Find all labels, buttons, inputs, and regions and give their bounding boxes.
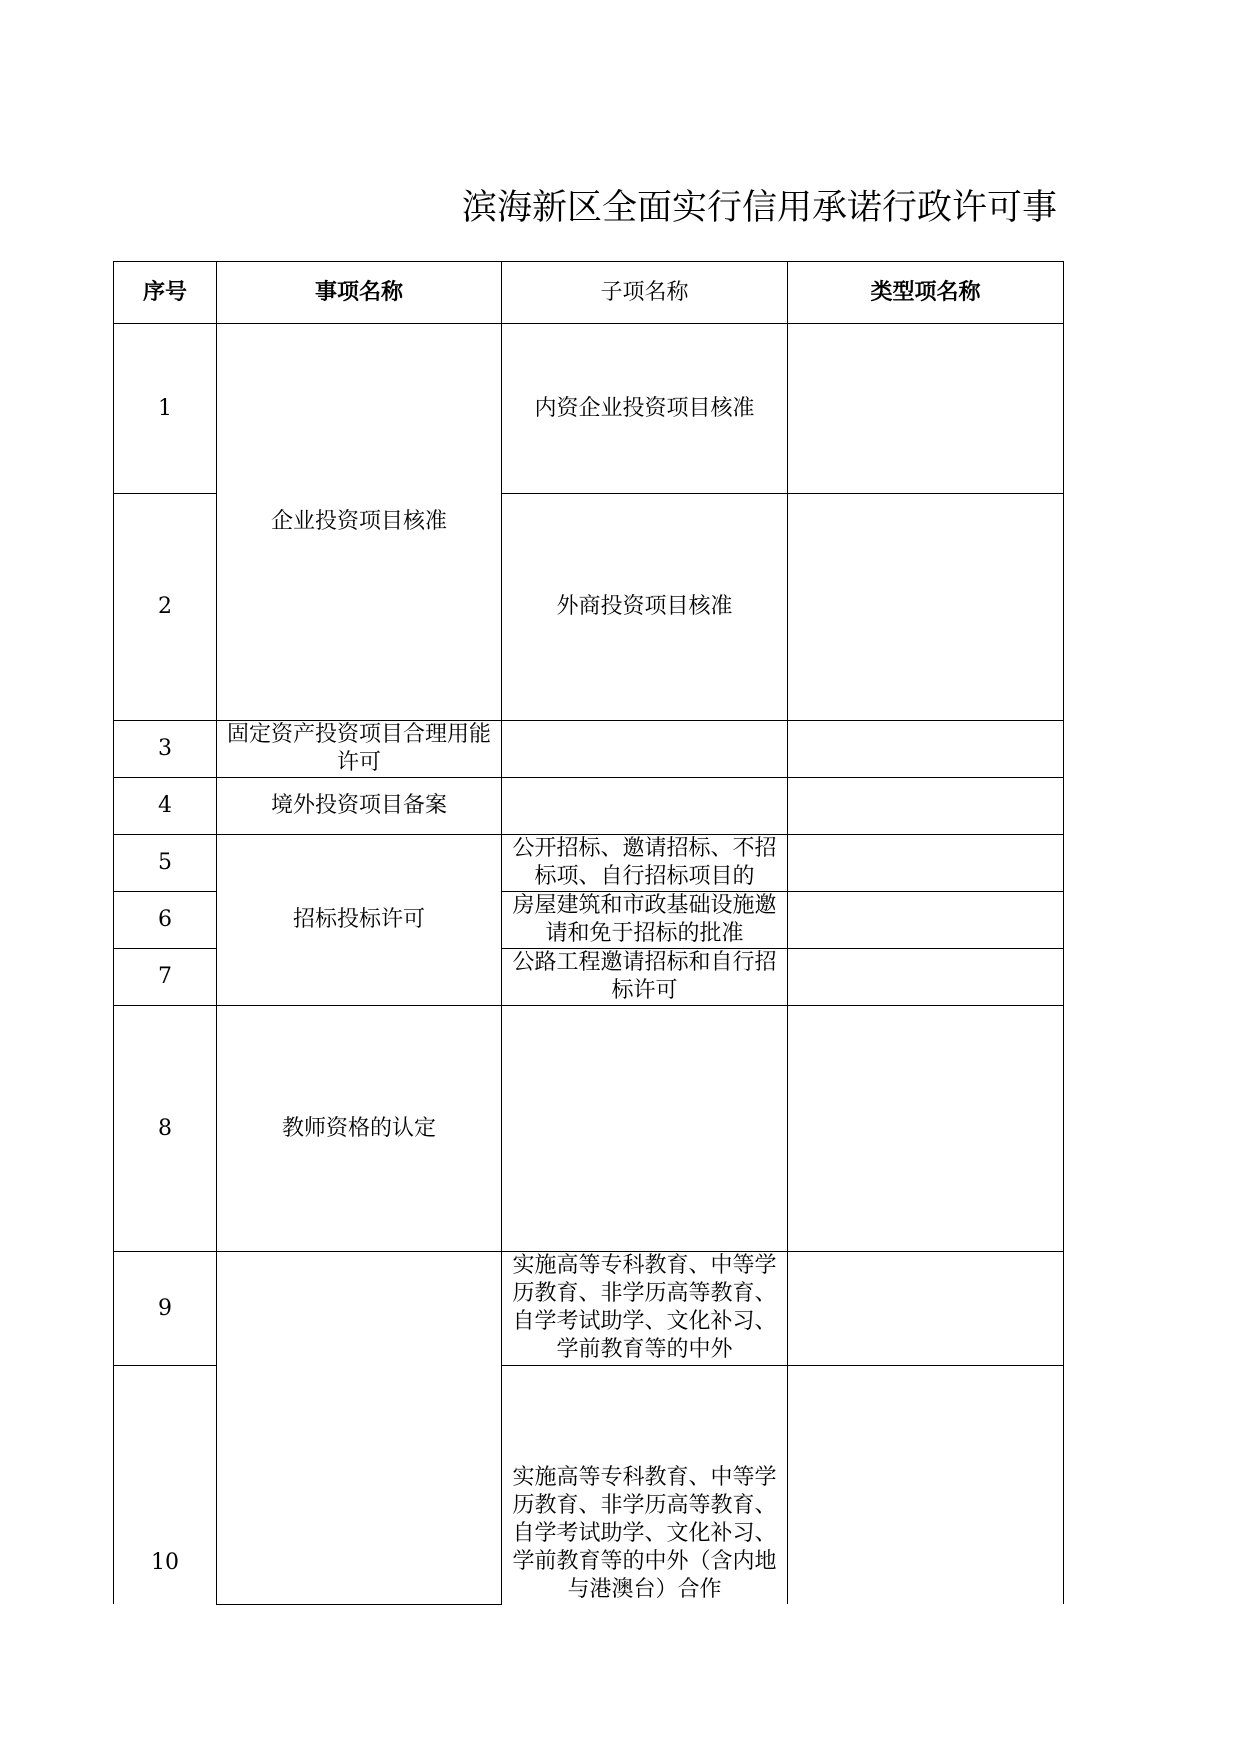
item-name: 教师资格的认定	[281, 1115, 436, 1141]
subitem-cell	[502, 892, 788, 949]
col-header-seq: 序号	[114, 262, 217, 324]
seq-cell: 2	[114, 494, 217, 721]
table-row	[114, 324, 1064, 494]
subitem-cell	[502, 1366, 788, 1605]
subitem-cell	[502, 721, 788, 778]
seq-cell: 5	[114, 835, 217, 892]
subitem-name: 实施高等专科教育、中等学历教育、非学历高等教育、自学考试助学、文化补习、学前教育等的中外（含内地与港澳台）合作	[512, 1465, 777, 1602]
table-row	[114, 721, 1064, 778]
subitem-name: 内资企业投资项目核准	[534, 395, 755, 421]
permit-table	[113, 261, 1064, 1605]
item-cell	[217, 324, 502, 721]
item-cell	[217, 1252, 502, 1605]
type-cell	[788, 778, 1064, 835]
subitem-name: 外商投资项目核准	[556, 594, 733, 619]
subitem-cell	[502, 949, 788, 1006]
subitem-cell	[502, 324, 788, 494]
type-cell	[788, 949, 1064, 1006]
col-header-item: 事项名称	[217, 262, 502, 324]
item-cell	[217, 721, 502, 778]
subitem-cell	[502, 835, 788, 892]
page-title: 滨海新区全面实行信用承诺行政许可事	[462, 188, 1058, 228]
type-cell	[788, 892, 1064, 949]
seq-cell: 4	[114, 778, 217, 835]
seq-cell: 6	[114, 892, 217, 949]
seq-cell: 9	[114, 1252, 217, 1366]
subitem-cell	[502, 494, 788, 721]
type-cell	[788, 835, 1064, 892]
type-cell	[788, 494, 1064, 721]
type-cell	[788, 324, 1064, 494]
seq-cell: 8	[114, 1006, 217, 1252]
item-name: 固定资产投资项目合理用能许可	[226, 722, 491, 775]
type-cell	[788, 1252, 1064, 1366]
seq-cell: 1	[114, 324, 217, 494]
table-row	[114, 1006, 1064, 1252]
subitem-cell	[502, 1252, 788, 1366]
item-cell	[217, 835, 502, 1006]
subitem-cell	[502, 1006, 788, 1252]
type-cell	[788, 1006, 1064, 1252]
item-name: 企业投资项目核准	[270, 509, 447, 534]
item-name: 境外投资项目备案	[270, 793, 447, 818]
col-header-subitem: 子项名称	[502, 262, 788, 324]
table-row	[114, 1252, 1064, 1366]
seq-cell: 3	[114, 721, 217, 778]
seq-cell: 10	[114, 1366, 217, 1605]
subitem-name: 房屋建筑和市政基础设施邀请和免于招标的批准	[512, 893, 777, 946]
subitem-name: 公开招标、邀请招标、不招标项、自行招标项目的	[512, 836, 777, 889]
subitem-name: 公路工程邀请招标和自行招标许可	[512, 950, 777, 1003]
table-row	[114, 835, 1064, 892]
type-cell	[788, 721, 1064, 778]
type-cell	[788, 1366, 1064, 1605]
item-cell	[217, 778, 502, 835]
item-cell	[217, 1006, 502, 1252]
seq-cell: 7	[114, 949, 217, 1006]
item-name: 招标投标许可	[292, 907, 425, 932]
table-header-row	[114, 262, 1064, 324]
subitem-cell	[502, 778, 788, 835]
col-header-type: 类型项名称	[788, 262, 1064, 324]
table-row	[114, 778, 1064, 835]
subitem-name: 实施高等专科教育、中等学历教育、非学历高等教育、自学考试助学、文化补习、学前教育等的中外	[512, 1253, 777, 1362]
